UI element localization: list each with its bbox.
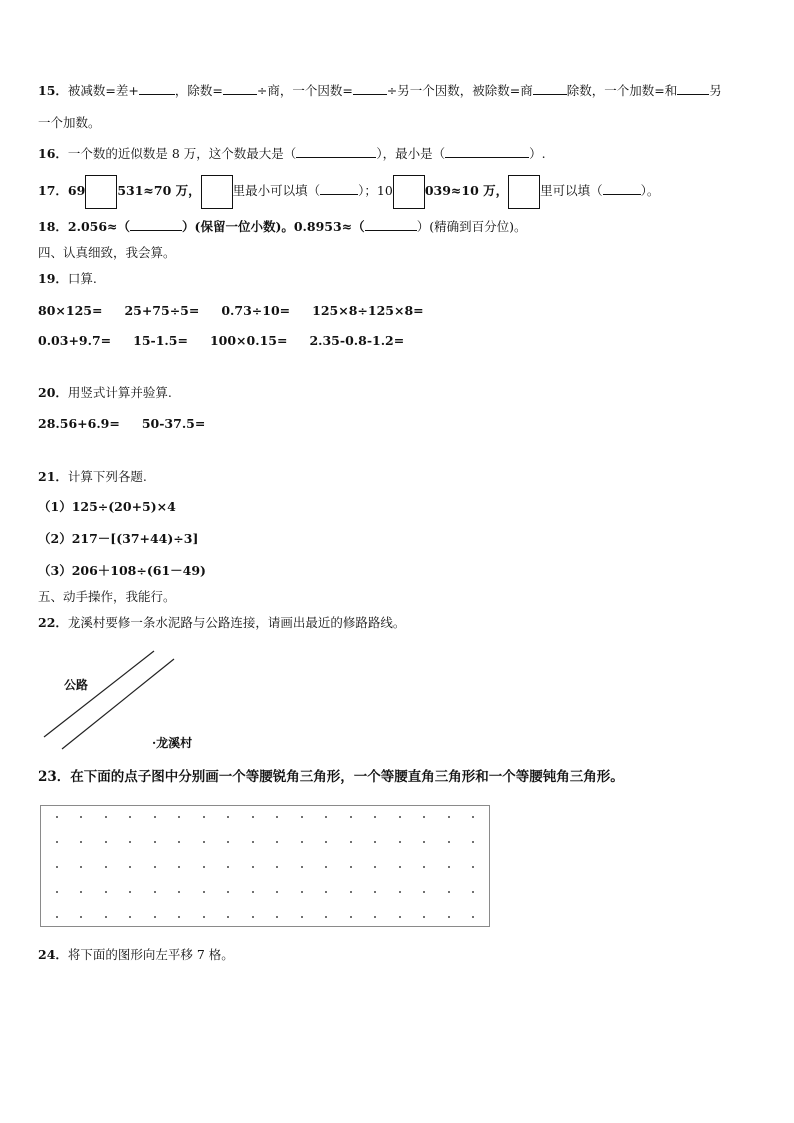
grid-dot[interactable] [227, 866, 229, 868]
grid-dot[interactable] [374, 816, 376, 818]
math-item: 0.03+9.7= [38, 333, 112, 348]
grid-dot[interactable] [472, 891, 474, 893]
grid-dot[interactable] [178, 891, 180, 893]
village-label: ·龙溪村 [152, 736, 193, 750]
grid-dot[interactable] [56, 866, 58, 868]
question-number: 24． [38, 947, 68, 962]
question-18 [38, 218, 526, 236]
math-item: 100×0.15= [209, 333, 288, 348]
mental-math-row-2 [38, 332, 404, 350]
grid-dot[interactable] [399, 891, 401, 893]
question-title: 口算. [67, 271, 97, 286]
grid-dot[interactable] [56, 841, 58, 843]
grid-dot[interactable] [227, 841, 229, 843]
grid-dot[interactable] [399, 916, 401, 918]
grid-dot[interactable] [252, 866, 254, 868]
text: 被减数=差+ [67, 83, 139, 98]
grid-dot[interactable] [178, 816, 180, 818]
question-title: 在下面的点子图中分别画一个等腰锐角三角形，一个等腰直角三角形和一个等腰钝角三角形。 [70, 769, 624, 785]
grid-dot[interactable] [325, 841, 327, 843]
calc-item: 28.56+6.9= [38, 416, 120, 431]
question-number: 15． [38, 83, 68, 98]
calc-item-2: （2）217－[(37+44)÷3] [38, 531, 199, 546]
math-item: 80×125= [38, 303, 103, 318]
grid-dot[interactable] [276, 816, 278, 818]
grid-dot[interactable] [350, 816, 352, 818]
answer-blank[interactable] [223, 82, 257, 95]
grid-dot[interactable] [203, 841, 205, 843]
grid-dot[interactable] [252, 816, 254, 818]
text: 里最小可以填（ [232, 183, 321, 198]
text: ）。 [640, 183, 660, 198]
grid-dot[interactable] [178, 866, 180, 868]
grid-dot[interactable] [472, 816, 474, 818]
grid-dot[interactable] [105, 866, 107, 868]
grid-dot[interactable] [350, 916, 352, 918]
grid-dot[interactable] [399, 841, 401, 843]
text: ）(精确到百分位)。 [416, 219, 527, 234]
grid-dot[interactable] [203, 866, 205, 868]
question-19 [38, 270, 97, 288]
question-title: 将下面的图形向左平移 7 格。 [67, 947, 234, 962]
question-16 [38, 145, 546, 163]
grid-dot[interactable] [154, 891, 156, 893]
text: ），最小是（ [376, 146, 446, 161]
question-20 [38, 384, 172, 402]
answer-blank[interactable] [533, 82, 567, 95]
grid-dot[interactable] [276, 891, 278, 893]
question-number: 22． [38, 615, 68, 630]
grid-dot[interactable] [105, 816, 107, 818]
text: 里可以填（ [540, 183, 603, 198]
dot-row [56, 841, 474, 843]
grid-dot[interactable] [276, 916, 278, 918]
question-22 [38, 614, 405, 632]
grid-dot[interactable] [301, 916, 303, 918]
question-number: 16． [38, 146, 68, 161]
grid-dot[interactable] [301, 891, 303, 893]
calc-item-3: （3）206＋108÷(61－49) [38, 563, 206, 578]
grid-dot[interactable] [203, 891, 205, 893]
math-item: 15-1.5= [133, 333, 188, 348]
grid-dot[interactable] [129, 816, 131, 818]
answer-blank[interactable] [296, 145, 376, 158]
grid-dot[interactable] [178, 916, 180, 918]
question-number: 19． [38, 271, 68, 286]
question-number: 18． [38, 219, 68, 234]
text: ）；10 [358, 183, 393, 198]
text: ÷另一个因数，被除数=商 [386, 83, 533, 98]
text: ÷商，一个因数= [256, 83, 353, 98]
text: 039≈10 万， [424, 183, 509, 198]
section-4-heading: 四、认真细致，我会算。 [38, 245, 176, 260]
text: 2.056≈（ [67, 219, 131, 234]
grid-dot[interactable] [56, 816, 58, 818]
question-number: 20． [38, 385, 68, 400]
dot-row [56, 891, 474, 893]
grid-dot[interactable] [80, 916, 82, 918]
grid-dot[interactable] [399, 866, 401, 868]
question-number: 17． [38, 183, 68, 198]
grid-dot[interactable] [472, 916, 474, 918]
section-5-heading: 五、动手操作，我能行。 [38, 589, 176, 604]
answer-box[interactable] [393, 175, 425, 209]
grid-dot[interactable] [448, 841, 450, 843]
road-label: 公路 [64, 678, 89, 692]
answer-blank[interactable] [603, 182, 641, 195]
math-item: 25+75÷5= [124, 303, 200, 318]
grid-dot[interactable] [472, 841, 474, 843]
answer-blank[interactable] [320, 182, 358, 195]
grid-dot[interactable] [56, 916, 58, 918]
mental-math-row-1 [38, 302, 424, 320]
grid-dot[interactable] [105, 891, 107, 893]
grid-dot[interactable] [154, 816, 156, 818]
grid-dot[interactable] [252, 891, 254, 893]
grid-dot[interactable] [227, 816, 229, 818]
grid-dot[interactable] [154, 866, 156, 868]
grid-dot[interactable] [374, 916, 376, 918]
text: 69 [67, 183, 86, 198]
text: ）. [529, 146, 546, 161]
grid-dot[interactable] [423, 841, 425, 843]
answer-box[interactable] [508, 175, 540, 209]
answer-box[interactable] [85, 175, 117, 209]
grid-dot[interactable] [423, 916, 425, 918]
math-item: 0.73÷10= [221, 303, 291, 318]
grid-dot[interactable] [325, 866, 327, 868]
dot-row [56, 916, 474, 918]
grid-dot[interactable] [325, 816, 327, 818]
answer-blank[interactable] [677, 82, 709, 95]
text: 除数，一个加数=和 [566, 83, 678, 98]
grid-dot[interactable] [276, 866, 278, 868]
grid-dot[interactable] [374, 841, 376, 843]
grid-dot[interactable] [129, 891, 131, 893]
question-15 [38, 82, 722, 100]
grid-dot[interactable] [423, 891, 425, 893]
grid-dot[interactable] [374, 891, 376, 893]
dot-grid[interactable] [40, 805, 490, 927]
grid-dot[interactable] [423, 866, 425, 868]
answer-blank[interactable] [139, 82, 175, 95]
grid-dot[interactable] [129, 866, 131, 868]
grid-dot[interactable] [350, 841, 352, 843]
answer-blank[interactable] [353, 82, 387, 95]
grid-dot[interactable] [448, 866, 450, 868]
text: 531≈70 万， [117, 183, 201, 198]
text: 一个数的近似数是 8 万，这个数最大是（ [67, 146, 297, 161]
text: ，除数= [174, 83, 223, 98]
grid-dot[interactable] [80, 816, 82, 818]
grid-dot[interactable] [105, 841, 107, 843]
grid-dot[interactable] [154, 841, 156, 843]
grid-dot[interactable] [56, 891, 58, 893]
grid-dot[interactable] [80, 891, 82, 893]
grid-dot[interactable] [325, 891, 327, 893]
grid-dot[interactable] [350, 891, 352, 893]
answer-blank[interactable] [365, 218, 417, 231]
grid-dot[interactable] [178, 841, 180, 843]
calc-item-1: （1）125÷(20+5)×4 [38, 499, 176, 514]
grid-dot[interactable] [399, 816, 401, 818]
grid-dot[interactable] [252, 841, 254, 843]
grid-dot[interactable] [423, 816, 425, 818]
grid-dot[interactable] [325, 916, 327, 918]
grid-dot[interactable] [227, 916, 229, 918]
grid-dot[interactable] [448, 916, 450, 918]
grid-dot[interactable] [252, 916, 254, 918]
grid-dot[interactable] [448, 816, 450, 818]
grid-dot[interactable] [301, 816, 303, 818]
question-15-cont [38, 114, 101, 132]
question-17 [38, 174, 659, 209]
grid-dot[interactable] [448, 891, 450, 893]
dot-row [56, 866, 474, 868]
math-item: 2.35-0.8-1.2= [309, 333, 405, 348]
question-title: 用竖式计算并验算. [67, 385, 172, 400]
math-item: 125×8÷125×8= [312, 303, 424, 318]
answer-blank[interactable] [445, 145, 529, 158]
question-title: 计算下列各题. [67, 469, 147, 484]
grid-dot[interactable] [374, 866, 376, 868]
answer-blank[interactable] [130, 218, 182, 231]
text: ）(保留一位小数)。0.8953≈（ [182, 219, 365, 234]
grid-dot[interactable] [350, 866, 352, 868]
question-24 [38, 946, 234, 964]
road-line-1 [44, 651, 154, 737]
grid-dot[interactable] [129, 916, 131, 918]
grid-dot[interactable] [301, 841, 303, 843]
grid-dot[interactable] [154, 916, 156, 918]
question-23 [38, 768, 624, 786]
grid-dot[interactable] [472, 866, 474, 868]
grid-dot[interactable] [80, 866, 82, 868]
question-number: 23． [38, 769, 71, 785]
text: 一个加数。 [38, 115, 101, 130]
dot-row [56, 816, 474, 818]
grid-dot[interactable] [129, 841, 131, 843]
answer-box[interactable] [201, 175, 233, 209]
question-21 [38, 468, 147, 486]
grid-dot[interactable] [203, 816, 205, 818]
calc-item: 50-37.5= [141, 416, 206, 431]
grid-dot[interactable] [276, 841, 278, 843]
question-title: 龙溪村要修一条水泥路与公路连接，请画出最近的修路路线。 [67, 615, 406, 630]
grid-dot[interactable] [301, 866, 303, 868]
grid-dot[interactable] [203, 916, 205, 918]
vertical-calc-row [38, 415, 205, 433]
grid-dot[interactable] [227, 891, 229, 893]
question-number: 21． [38, 469, 68, 484]
text: 另 [709, 83, 722, 98]
grid-dot[interactable] [80, 841, 82, 843]
grid-dot[interactable] [105, 916, 107, 918]
